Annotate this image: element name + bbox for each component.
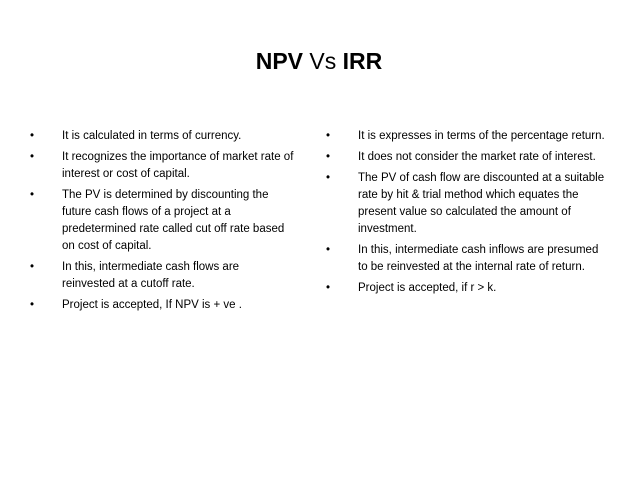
bullet-icon: • [326,172,331,184]
npv-list-item [30,187,294,255]
title-vs: Vs [309,48,337,74]
irr-list-item [326,170,606,238]
bullet-icon: • [30,130,35,142]
irr-list-item [326,149,606,166]
title-irr: IRR [342,48,383,74]
npv-point-text: The PV is determined by discounting the future cash flows of a project at a predetermined rate called cut off rate based on cost of capital. [62,189,285,252]
npv-point-text: Project is accepted, If NPV is + ve . [62,299,242,311]
npv-list-item [30,149,294,183]
irr-list-item [326,242,606,276]
npv-point-text: It is calculated in terms of currency. [62,130,242,142]
bullet-icon: • [326,244,331,256]
bullet-icon: • [30,151,35,163]
npv-point-text: In this, intermediate cash flows are reinvested at a cutoff rate. [62,261,240,290]
irr-list-item [326,280,606,297]
irr-point-text: It is expresses in terms of the percentage return. [358,130,605,142]
irr-bullet-list [326,128,606,301]
irr-point-text: The PV of cash flow are discounted at a suitable rate by hit & trial method which equates the present value so calculated the amount of investment. [358,172,605,235]
irr-point-text: It does not consider the market rate of interest. [358,151,596,163]
title-npv: NPV [255,48,304,74]
bullet-icon: • [30,299,35,311]
npv-list-item [30,297,294,314]
bullet-icon: • [326,130,331,142]
bullet-icon: • [326,151,331,163]
bullet-icon: • [30,261,35,273]
npv-point-text: It recognizes the importance of market rate of interest or cost of capital. [62,151,294,180]
bullet-icon: • [30,189,35,201]
slide-title [0,46,638,76]
irr-point-text: In this, intermediate cash inflows are presumed to be reinvested at the internal rate of return. [358,244,599,273]
npv-list-item [30,128,294,145]
irr-list-item [326,128,606,145]
irr-point-text: Project is accepted, if r > k. [358,282,497,294]
bullet-icon: • [326,282,331,294]
npv-list-item [30,259,294,293]
npv-bullet-list [30,128,294,318]
